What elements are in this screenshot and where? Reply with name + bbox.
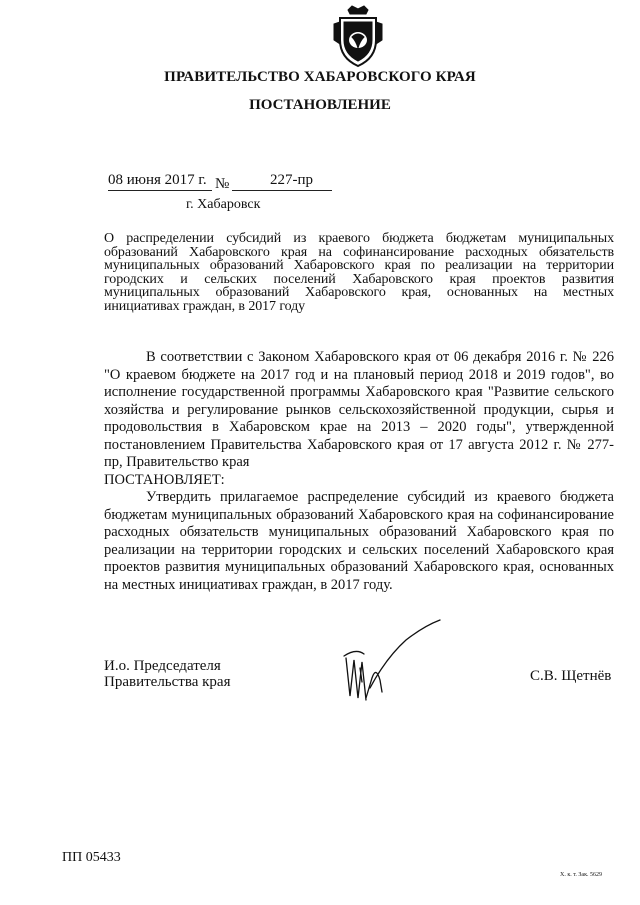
document-code: ПП 05433 <box>62 850 121 865</box>
document-type: ПОСТАНОВЛЕНИЕ <box>249 97 391 113</box>
document-subject: О распределении субсидий из краевого бюджета бюджетам муниципальных образований Хабаровского края на софинансирование расходных обязательств муниципальных образований Хабаровского края по реализации на территории городских и сельских поселений Хабаровского края проектов развития муниципальных образований Хабаровского края, основанных на местных инициативах граждан, в 2017 году <box>104 231 614 314</box>
decision-paragraph: Утвердить прилагаемое распределение субсидий из краевого бюджета бюджетам муниципальных образований Хабаровского края на софинансирование расходных обязательств муниципальных образований Хабаровского края по реализации на территории городских и сельских поселений Хабаровского края проектов развития муниципальных образований Хабаровского края, основанных на местных инициативах граждан, в 2017 году. <box>104 489 614 593</box>
resolves-heading: ПОСТАНОВЛЯЕТ: <box>104 472 225 488</box>
handwritten-signature <box>336 618 448 708</box>
date-underline <box>108 190 212 191</box>
government-name: ПРАВИТЕЛЬСТВО ХАБАРОВСКОГО КРАЯ <box>164 69 476 85</box>
number-sign: № <box>215 176 230 192</box>
signatory-name: С.В. Щетнёв <box>530 668 612 684</box>
coat-of-arms-emblem <box>330 4 386 68</box>
document-number: 227-пр <box>270 172 314 188</box>
signatory-title-line2: Правительства края <box>104 674 231 690</box>
signatory-title <box>104 658 231 690</box>
signatory-title-line1: И.о. Председателя <box>104 658 221 674</box>
number-underline <box>232 190 332 191</box>
preamble-paragraph: В соответствии с Законом Хабаровского края от 06 декабря 2016 г. № 226 "О краевом бюджете на 2017 год и на плановый период 2018 и 2019 годов", во исполнение государственной программы Хабаровского края "Развитие сельского хозяйства и регулирование рынков сельскохозяйственной продукции, сырья и продовольствия в Хабаровском крае на 2013 – 2020 годы", утвержденной постановлением Правительства Хабаровского края от 17 августа 2012 г. № 277-пр, Правительство края <box>104 349 614 470</box>
print-mark: Х. к. т. Зак. 5629 <box>560 872 603 878</box>
city: г. Хабаровск <box>186 197 261 212</box>
document-date: 08 июня 2017 г. <box>108 172 207 188</box>
